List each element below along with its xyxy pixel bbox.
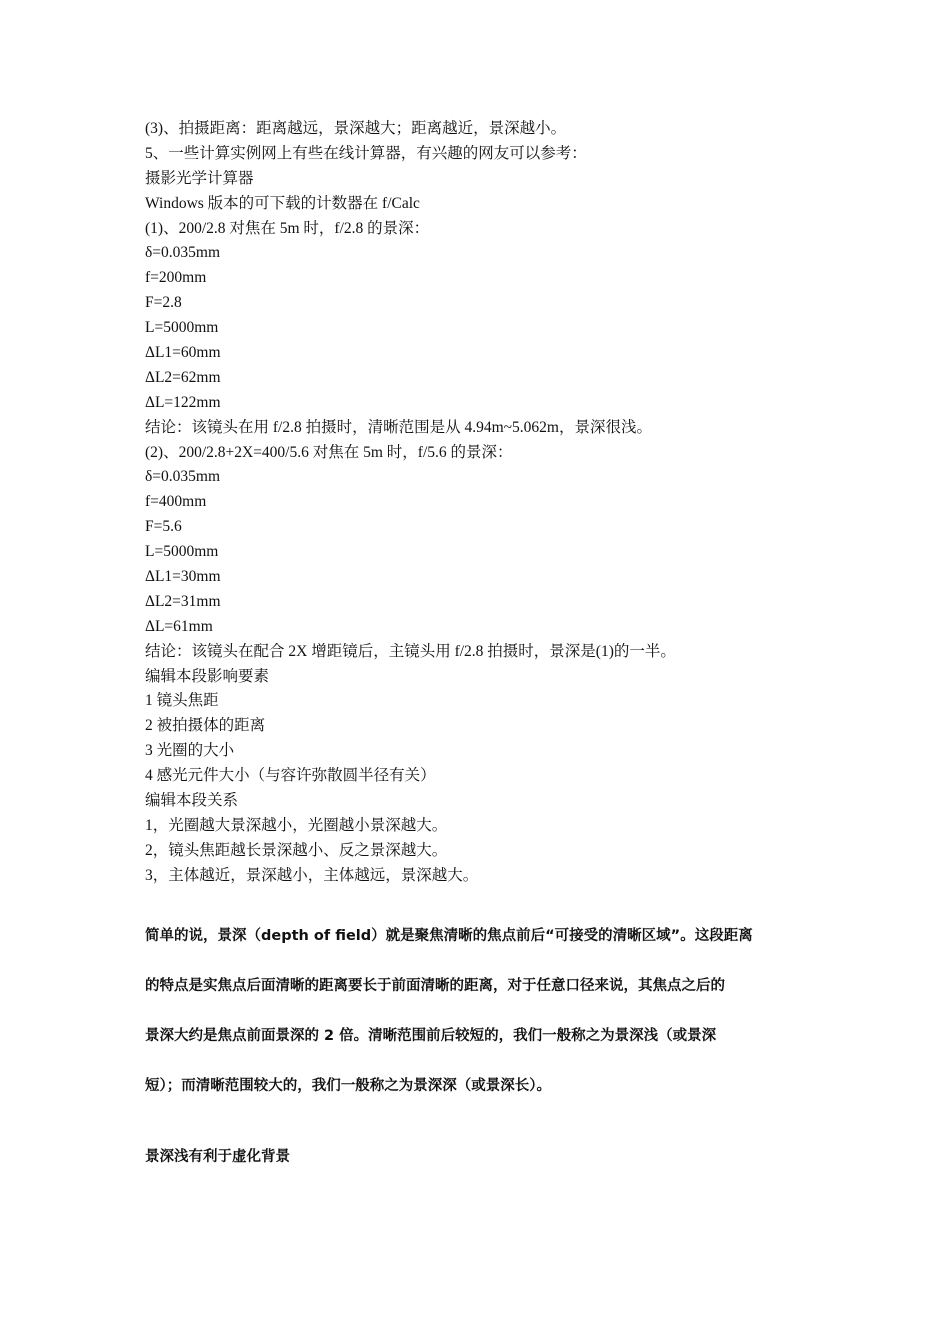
text-line: f=400mm [145, 493, 207, 511]
list-item: 2，镜头焦距越长景深越小、反之景深越大。 [145, 841, 448, 859]
list-item: 3，主体越近，景深越小，主体越远，景深越大。 [145, 866, 479, 884]
text-line: ΔL=122mm [145, 393, 221, 411]
section-heading-relations: 编辑本段关系 [145, 792, 239, 810]
text-line: ΔL=61mm [145, 617, 213, 635]
text-line: δ=0.035mm [145, 244, 221, 262]
text-line: (2)、200/2.8+2X=400/5.6 对焦在 5m 时，f/5.6 的景深： [145, 443, 513, 461]
list-item: 1 镜头焦距 [145, 692, 219, 710]
paragraph-line: 的特点是实焦点后面清晰的距离要长于前面清晰的距离，对于任意口径来说，其焦点之后的 [145, 978, 725, 994]
text-line: L=5000mm [145, 543, 219, 561]
list-item: 4 感光元件大小（与容许弥散圆半径有关） [145, 767, 436, 785]
text-line: ΔL2=62mm [145, 368, 221, 386]
paragraph-line: 简单的说，景深（depth of field）就是聚焦清晰的焦点前后“可接受的清晰区域”。这段距离 [145, 928, 753, 944]
text-line: δ=0.035mm [145, 468, 221, 486]
text-line: 5、一些计算实例网上有些在线计算器，有兴趣的网友可以参考： [145, 144, 587, 162]
calculation-notes [145, 117, 865, 889]
list-item: 3 光圈的大小 [145, 742, 235, 760]
text-line: f=200mm [145, 269, 207, 287]
text-line: (1)、200/2.8 对焦在 5m 时，f/2.8 的景深： [145, 219, 430, 237]
text-line: L=5000mm [145, 319, 219, 337]
list-item: 1，光圈越大景深越小，光圈越小景深越大。 [145, 816, 448, 834]
text-line: ΔL1=60mm [145, 344, 221, 362]
text-line: Windows 版本的可下载的计数器在 f/Calc [145, 194, 420, 212]
section-heading-shallow-dof: 景深浅有利于虚化背景 [145, 1149, 290, 1165]
list-item: 2 被拍摄体的距离 [145, 717, 266, 735]
text-line: F=5.6 [145, 518, 182, 536]
paragraph-line: 短）；而清晰范围较大的，我们一般称之为景深深（或景深长）。 [145, 1078, 551, 1094]
text-line: 结论：该镜头在配合 2X 增距镜后，主镜头用 f/2.8 拍摄时，景深是(1)的一半。 [145, 642, 676, 660]
text-line: F=2.8 [145, 294, 182, 312]
text-line: ΔL1=30mm [145, 568, 221, 586]
section-heading-factors: 编辑本段影响要素 [145, 667, 270, 685]
text-line: (3)、拍摄距离：距离越远，景深越大；距离越近，景深越小。 [145, 120, 567, 137]
explanation-paragraph [145, 922, 825, 1122]
paragraph-line: 景深大约是焦点前面景深的 2 倍。清晰范围前后较短的，我们一般称之为景深浅（或景深 [145, 1028, 717, 1044]
text-line: 结论：该镜头在用 f/2.8 拍摄时，清晰范围是从 4.94m~5.062m，景深很浅。 [145, 418, 652, 436]
text-line: ΔL2=31mm [145, 592, 221, 610]
text-line: 摄影光学计算器 [145, 169, 254, 187]
